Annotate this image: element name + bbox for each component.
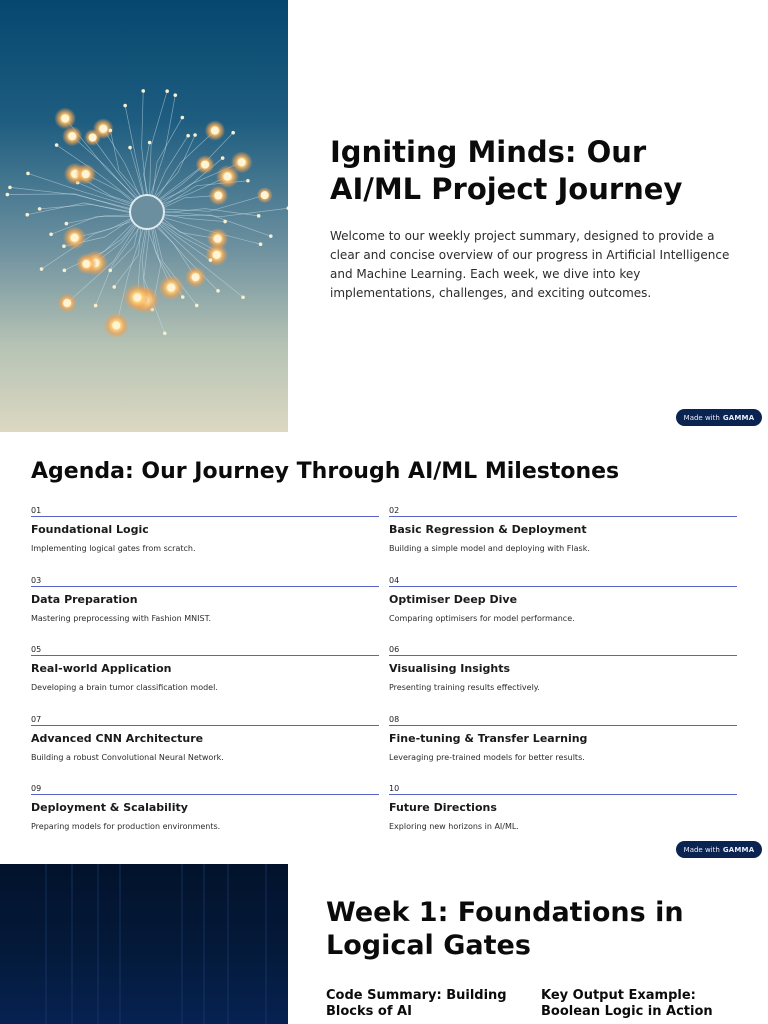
- dark-circuit-illustration: [0, 864, 288, 1024]
- neural-node: [63, 299, 71, 307]
- neural-node: [246, 179, 250, 183]
- neural-node: [167, 284, 175, 292]
- key-output-heading: Key Output Example: Boolean Logic in Action: [541, 988, 713, 1019]
- neural-node: [109, 129, 113, 133]
- page-title: Igniting Minds: Our AI/ML Project Journey: [330, 135, 683, 206]
- neural-node: [82, 260, 90, 268]
- agenda-number: 07: [31, 715, 42, 724]
- neural-node: [201, 161, 209, 169]
- neural-node: [112, 321, 120, 329]
- made-with-gamma-badge[interactable]: [676, 409, 762, 426]
- agenda-item: [31, 784, 379, 846]
- agenda-divider: [389, 516, 737, 517]
- badge-brand: GAMMA: [722, 845, 755, 854]
- neural-connection: [10, 187, 129, 208]
- neural-node: [269, 234, 273, 238]
- agenda-item: [389, 506, 737, 568]
- central-hub: [130, 195, 164, 229]
- neural-node: [61, 114, 69, 122]
- agenda-item: [31, 715, 379, 777]
- neural-node: [71, 234, 79, 242]
- agenda-description: Comparing optimisers for model performance.: [389, 614, 575, 623]
- slide-week-1: [0, 864, 768, 1024]
- agenda-divider: [389, 655, 737, 656]
- neural-node: [223, 220, 227, 224]
- agenda-heading: Visualising Insights: [389, 662, 511, 675]
- agenda-description: Building a robust Convolutional Neural Network.: [31, 753, 224, 762]
- neural-node: [40, 267, 44, 271]
- intro-paragraph: Welcome to our weekly project summary, designed to provide a clear and concise overview of our progress in Artificial Intelligence and Machine Learning. Each week, we dive into key implementations, challenges, and exciting outcomes.: [330, 229, 730, 300]
- agenda-divider: [31, 725, 379, 726]
- neural-network-graphic: [0, 0, 288, 432]
- neural-node: [214, 235, 222, 243]
- neural-node: [223, 173, 231, 181]
- agenda-description: Developing a brain tumor classification model.: [31, 683, 218, 692]
- slide-agenda: [0, 432, 768, 864]
- agenda-heading: Foundational Logic: [31, 523, 149, 536]
- neural-node: [49, 233, 53, 237]
- neural-node: [181, 116, 185, 120]
- week-title: Week 1: Foundations in Logical Gates: [326, 897, 684, 961]
- agenda-divider: [389, 725, 737, 726]
- neural-node: [99, 125, 107, 133]
- neural-node: [25, 213, 29, 217]
- badge-label: Made with: [683, 845, 720, 854]
- neural-connection: [78, 183, 131, 205]
- neural-node: [192, 273, 200, 281]
- slide-title: [0, 0, 768, 432]
- agenda-heading: Data Preparation: [31, 593, 138, 606]
- agenda-item: [31, 506, 379, 568]
- neural-node: [259, 242, 263, 246]
- neural-node: [211, 127, 219, 135]
- neural-node: [55, 143, 59, 147]
- badge-brand: GAMMA: [722, 413, 755, 422]
- neural-connection: [144, 142, 150, 194]
- neural-node: [261, 191, 269, 199]
- circuit-lines-graphic: [0, 864, 288, 1024]
- agenda-description: Leveraging pre-trained models for better results.: [389, 753, 585, 762]
- agenda-divider: [389, 586, 737, 587]
- neural-node: [195, 304, 199, 308]
- neural-node: [163, 332, 167, 336]
- neural-node: [238, 158, 246, 166]
- agenda-divider: [389, 794, 737, 795]
- neural-connection: [155, 136, 188, 196]
- agenda-number: 04: [389, 576, 400, 585]
- neural-node: [221, 156, 225, 160]
- neural-node: [82, 170, 90, 178]
- agenda-heading: Future Directions: [389, 801, 497, 814]
- agenda-item: [389, 715, 737, 777]
- neural-node: [216, 289, 220, 293]
- neural-node: [6, 193, 10, 197]
- agenda-item: [31, 576, 379, 638]
- agenda-description: Exploring new horizons in AI/ML.: [389, 822, 519, 831]
- agenda-heading: Fine-tuning & Transfer Learning: [389, 732, 588, 745]
- neural-node: [63, 269, 67, 273]
- neural-node: [65, 222, 69, 226]
- agenda-number: 02: [389, 506, 400, 515]
- agenda-number: 05: [31, 645, 42, 654]
- neural-node: [287, 206, 288, 210]
- neural-node: [26, 172, 30, 176]
- agenda-description: Implementing logical gates from scratch.: [31, 544, 196, 553]
- neural-node: [141, 89, 145, 93]
- agenda-number: 01: [31, 506, 42, 515]
- code-summary-heading: Code Summary: Building Blocks of AI: [326, 988, 507, 1019]
- neural-node: [8, 186, 12, 190]
- neural-connection: [130, 148, 143, 195]
- agenda-heading: Basic Regression & Deployment: [389, 523, 587, 536]
- neural-connection: [150, 91, 168, 194]
- agenda-item: [389, 645, 737, 707]
- agenda-item: [389, 784, 737, 846]
- neural-node: [148, 141, 152, 145]
- neural-node: [165, 89, 169, 93]
- badge-label: Made with: [683, 413, 720, 422]
- made-with-gamma-badge[interactable]: [676, 841, 762, 858]
- agenda-number: 08: [389, 715, 400, 724]
- neural-node: [241, 295, 245, 299]
- neural-node: [38, 207, 42, 211]
- agenda-number: 10: [389, 784, 400, 793]
- neural-node: [214, 192, 222, 200]
- agenda-description: Building a simple model and deploying with Flask.: [389, 544, 590, 553]
- agenda-heading: Optimiser Deep Dive: [389, 593, 518, 606]
- neural-network-illustration: [0, 0, 288, 432]
- agenda-heading: Advanced CNN Architecture: [31, 732, 204, 745]
- neural-node: [94, 304, 98, 308]
- agenda-divider: [31, 655, 379, 656]
- neural-node: [213, 251, 221, 259]
- agenda-description: Preparing models for production environments.: [31, 822, 221, 831]
- neural-node: [108, 269, 112, 273]
- agenda-heading: Deployment & Scalability: [31, 801, 188, 814]
- neural-node: [62, 244, 66, 248]
- agenda-item: [31, 645, 379, 707]
- agenda-divider: [31, 794, 379, 795]
- neural-node: [231, 131, 235, 135]
- neural-node: [173, 93, 177, 97]
- agenda-number: 09: [31, 784, 42, 793]
- agenda-title: Agenda: Our Journey Through AI/ML Milestones: [31, 459, 620, 484]
- neural-node: [257, 214, 261, 218]
- neural-node: [128, 146, 132, 150]
- neural-node: [68, 132, 76, 140]
- agenda-number: 06: [389, 645, 400, 654]
- neural-node: [133, 293, 141, 301]
- neural-node: [186, 134, 190, 138]
- neural-node: [193, 133, 197, 137]
- agenda-item: [389, 576, 737, 638]
- agenda-divider: [31, 586, 379, 587]
- neural-node: [112, 285, 116, 289]
- agenda-number: 03: [31, 576, 42, 585]
- agenda-description: Presenting training results effectively.: [389, 683, 540, 692]
- neural-node: [123, 104, 127, 108]
- agenda-divider: [31, 516, 379, 517]
- agenda-heading: Real-world Application: [31, 662, 172, 675]
- neural-node: [209, 258, 213, 262]
- neural-connection: [110, 130, 140, 195]
- neural-node: [181, 295, 185, 299]
- agenda-description: Mastering preprocessing with Fashion MNIST.: [31, 614, 212, 623]
- neural-connection: [66, 215, 129, 224]
